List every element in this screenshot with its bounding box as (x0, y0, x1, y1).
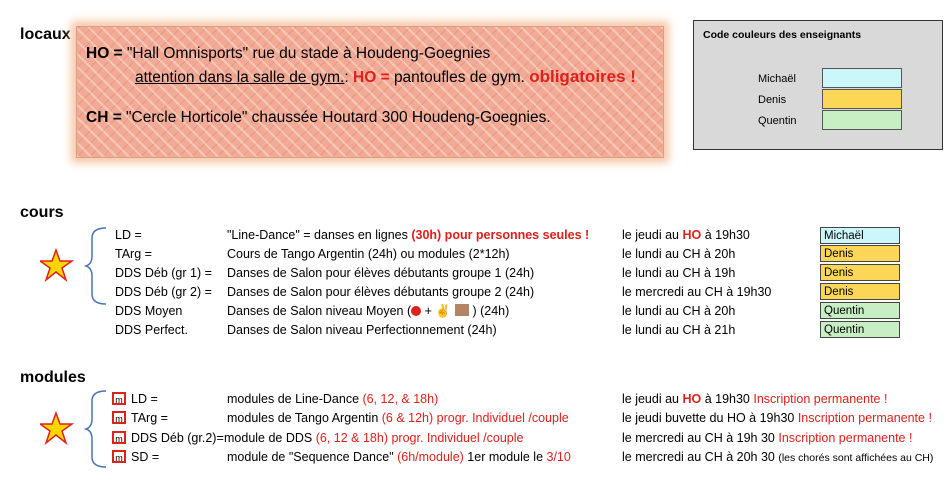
attention-text: attention dans la salle de gym. (135, 69, 345, 86)
cours-desc-4: Danses de Salon niveau Moyen ( + ✌ ) (24h) (227, 304, 510, 318)
ch-text: "Cercle Horticole" chaussée Houtard 300 Houdeng-Goegnies. (121, 109, 551, 126)
module-when-1: le jeudi buvette du HO à 19h30 Inscription permanente ! (622, 411, 932, 425)
cours-code-0: LD = (115, 228, 142, 242)
brown-square-icon (455, 304, 469, 316)
ho-red: HO = (353, 69, 394, 86)
teacher-label-michael: Michaël (758, 73, 796, 85)
obligatoires-text: obligatoires ! (529, 67, 636, 86)
cours-code-5: DDS Perfect. (115, 323, 188, 337)
cours-when-2: le lundi au CH à 19h (622, 266, 736, 280)
colon: : (344, 69, 354, 86)
cours-teacher-2: Denis (820, 264, 900, 281)
star-icon (40, 250, 72, 280)
module-desc-1: modules de Tango Argentin (6 & 12h) progr. Individuel /couple (227, 411, 569, 425)
section-title-locaux: locaux (20, 26, 71, 43)
module-code-3: SD = (131, 450, 160, 464)
module-when-0: le jeudi au HO à 19h30 Inscription permanente ! (622, 392, 888, 406)
cours-teacher-0: Michaël (820, 227, 900, 244)
attention-line (135, 67, 636, 87)
no-entry-icon (411, 306, 421, 316)
cours-desc-1: Cours de Tango Argentin (24h) ou modules (2*12h) (227, 247, 510, 261)
ch-line (86, 109, 551, 127)
cours-desc-5: Danses de Salon niveau Perfectionnement (24h) (227, 323, 497, 337)
cours-when-3: le mercredi au CH à 19h30 (622, 285, 772, 299)
module-when-3: le mercredi au CH à 20h 30 (les chorés sont affichées au CH) (622, 450, 934, 464)
cours-code-4: DDS Moyen (115, 304, 183, 318)
cours-when-0: le jeudi au HO à 19h30 (622, 228, 750, 242)
cours-desc-2: Danses de Salon pour élèves débutants groupe 1 (24h) (227, 266, 535, 280)
pantoufles-text: pantoufles de gym. (393, 69, 530, 86)
swatch-quentin (822, 110, 902, 130)
cours-teacher-5: Quentin (820, 321, 900, 338)
victory-hand-icon: ✌ (435, 304, 451, 318)
code-couleurs-box (693, 20, 943, 150)
code-couleurs-title: Code couleurs des enseignants (703, 29, 862, 41)
module-desc-0: modules de Line-Dance (6, 12, & 18h) (227, 392, 439, 406)
module-badge-1: m (112, 411, 126, 424)
cours-code-2: DDS Déb (gr 1) = (115, 266, 212, 280)
module-desc-3: module de "Sequence Dance" (6h/module) 1er module le 3/10 (227, 450, 571, 464)
cours-desc-3: Danses de Salon pour élèves débutants groupe 2 (24h) (227, 285, 535, 299)
cours-when-1: le lundi au CH à 20h (622, 247, 736, 261)
module-when-2: le mercredi au CH à 19h 30 Inscription permanente ! (622, 431, 913, 445)
module-code-2: DDS Déb (gr.2)= (131, 431, 224, 445)
swatch-michael (822, 68, 902, 88)
cours-desc-0: "Line-Dance" = danses en lignes (30h) pour personnes seules ! (227, 228, 590, 242)
teacher-label-quentin: Quentin (758, 115, 797, 127)
module-badge-0: m (112, 392, 126, 405)
cours-teacher-3: Denis (820, 283, 900, 300)
ch-abbr: CH = (86, 109, 122, 126)
cours-bracket (40, 226, 110, 308)
section-title-cours: cours (20, 204, 64, 221)
cours-when-4: le lundi au CH à 20h (622, 304, 736, 318)
cours-teacher-4: Quentin (820, 302, 900, 319)
locaux-box (76, 26, 664, 158)
module-badge-3: m (112, 450, 126, 463)
cours-teacher-1: Denis (820, 245, 900, 262)
cours-when-5: le lundi au CH à 21h (622, 323, 736, 337)
module-code-1: TArg = (131, 411, 168, 425)
section-title-modules: modules (20, 369, 86, 386)
cours-code-1: TArg = (115, 247, 152, 261)
module-code-0: LD = (131, 392, 158, 406)
module-desc-2: module de DDS (6, 12 & 18h) progr. Individuel /couple (224, 431, 524, 445)
swatch-denis (822, 89, 902, 109)
module-badge-2: m (112, 431, 126, 444)
modules-bracket (40, 389, 110, 471)
teacher-label-denis: Denis (758, 94, 787, 106)
cours-code-3: DDS Déb (gr 2) = (115, 285, 212, 299)
star-icon (40, 413, 72, 443)
ho-text: "Hall Omnisports" rue du stade à Houdeng-Goegnies (122, 45, 491, 62)
ho-abbr: HO = (86, 45, 123, 62)
ho-line (86, 45, 490, 63)
